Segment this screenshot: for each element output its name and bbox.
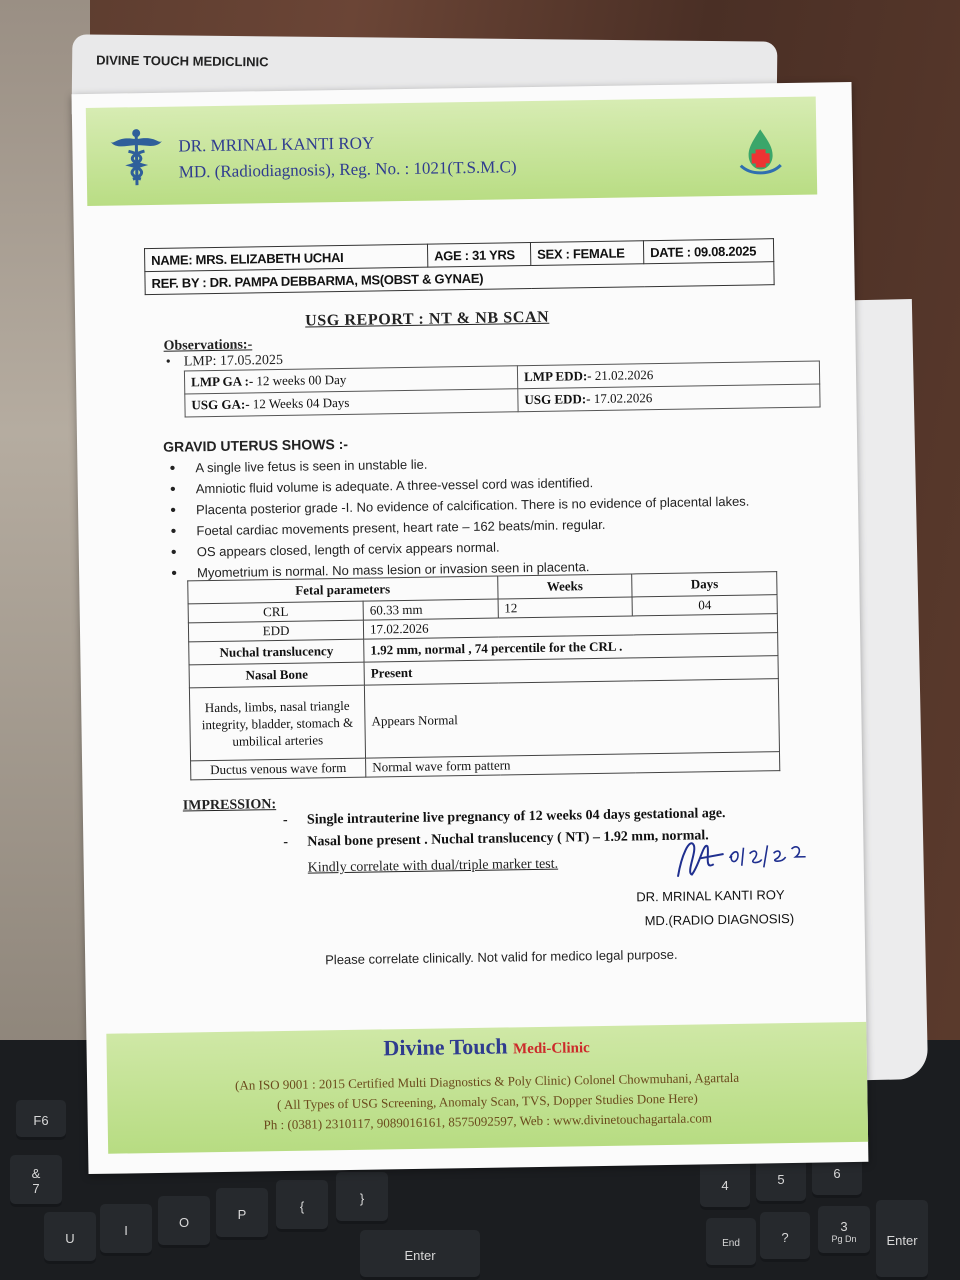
key-u[interactable]: U	[44, 1212, 96, 1264]
usg-ga-cell	[185, 389, 518, 417]
list-item: - Single intrauterine live pregnancy of 12 weeks 04 days gestational age.	[283, 806, 726, 835]
list-item: ● A single live fetus is seen in unstable lie.	[169, 452, 749, 482]
patient-sex: SEX : FEMALE	[530, 241, 643, 266]
key-brace-open[interactable]: {	[276, 1180, 328, 1232]
key-num-3-bottom: Pg Dn	[831, 1233, 857, 1244]
nt-label: Nuchal translucency	[189, 639, 364, 665]
observations-label: Observations:-	[163, 337, 253, 354]
crl-label: CRL	[188, 601, 363, 623]
footer-line-3: Ph : (0381) 2310117, 9089016161, 8575092597, Web : www.divinetouchagartala.com	[263, 1110, 713, 1133]
usg-ga-label: USG GA:-	[191, 396, 250, 413]
report-title: USG REPORT : NT & NB SCAN	[305, 308, 550, 330]
usg-edd-value: 17.02.2026	[590, 390, 653, 407]
footer-brand	[106, 1028, 866, 1066]
key-i[interactable]: I	[100, 1204, 152, 1256]
key-num-3[interactable]	[818, 1206, 870, 1256]
fetal-parameters-table	[187, 571, 780, 780]
crl-days: 04	[632, 595, 777, 616]
lmp-edd-value: 21.02.2026	[591, 367, 654, 384]
key-question[interactable]: ?	[760, 1212, 810, 1262]
key-num-5[interactable]: 5	[756, 1154, 806, 1204]
list-item: ● Amniotic fluid volume is adequate. A three-vessel cord was identified.	[170, 473, 750, 503]
nt-value: 1.92 mm, normal , 74 percentile for the CRL .	[364, 633, 778, 662]
key-7-bottom: 7	[32, 1181, 40, 1196]
key-o[interactable]: O	[158, 1196, 210, 1248]
edd-label: EDD	[188, 620, 363, 642]
doctor-signature	[663, 822, 824, 885]
footer-band	[106, 1022, 868, 1154]
report-date: DATE : 09.08.2025	[643, 239, 773, 264]
ductus-venous-value: Normal wave form pattern	[366, 752, 780, 777]
lmp-edd-label: LMP EDD:-	[523, 368, 592, 385]
hands-limbs-value: Appears Normal	[364, 679, 779, 758]
lmp-date: • LMP: 17.05.2025	[184, 353, 283, 371]
key-enter-numpad[interactable]: Enter	[876, 1200, 928, 1280]
patient-age: AGE : 31 YRS	[427, 243, 530, 268]
gestational-age-table	[184, 360, 821, 417]
footer-brand-name: Divine Touch	[383, 1033, 508, 1061]
footer-line-1: (An ISO 9001 : 2015 Certified Multi Diagnostics & Poly Clinic) Colonel Chowmuhani, Agartala	[234, 1069, 740, 1093]
patient-info-table	[144, 238, 775, 295]
header-days: Days	[632, 572, 777, 597]
doctor-degree: MD. (Radiodiagnosis), Reg. No. : 1021(T.S.M.C)	[178, 157, 517, 182]
list-item: ● Placenta posterior grade -I. No evidence of calcification. There is no evidence of placental lakes.	[170, 494, 750, 524]
crl-value: 60.33 mm	[363, 599, 498, 620]
patient-name: NAME: MRS. ELIZABETH UCHAI	[144, 244, 427, 271]
footer-brand-suffix: Medi-Clinic	[512, 1040, 590, 1058]
list-item: ● Foetal cardiac movements present, heart rate – 162 beats/min. regular.	[170, 515, 750, 545]
key-7-top: &	[31, 1166, 41, 1181]
key-enter-main[interactable]: Enter	[360, 1230, 480, 1280]
key-brace-close[interactable]: }	[336, 1172, 388, 1224]
header-weeks: Weeks	[497, 574, 632, 599]
report-page	[72, 82, 869, 1174]
key-p[interactable]: P	[216, 1188, 268, 1240]
lmp-ga-label: LMP GA :-	[190, 373, 254, 390]
lmp-ga-value: 12 weeks 00 Day	[253, 371, 347, 389]
key-f6[interactable]: F6	[16, 1100, 66, 1140]
usg-ga-value: 12 Weeks 04 Days	[249, 394, 350, 412]
caduceus-icon	[108, 127, 165, 188]
list-item: ● OS appears closed, length of cervix appears normal.	[171, 536, 751, 566]
list-item: ● Myometrium is normal. No mass lesion or invasion seen in placenta.	[171, 557, 751, 587]
usg-edd-cell	[518, 384, 820, 412]
key-num-3-top: 3	[840, 1218, 848, 1234]
ductus-venous-label: Ductus venous wave form	[191, 758, 366, 780]
letterhead	[86, 97, 817, 206]
list-item: - Nasal bone present . Nuchal translucency ( NT) – 1.92 mm, normal.	[283, 828, 726, 857]
doctor-name: DR. MRINAL KANTI ROY	[178, 133, 375, 156]
signatory-name: DR. MRINAL KANTI ROY	[636, 887, 785, 905]
edd-value: 17.02.2026	[363, 614, 777, 639]
footer-line-2: ( All Types of USG Screening, Anomaly Scan, TVS, Dopper Studies Done Here)	[276, 1090, 698, 1113]
nasal-bone-label: Nasal Bone	[189, 662, 364, 688]
referred-by: REF. BY : DR. PAMPA DEBBARMA, MS(OBST & GYNAE)	[145, 262, 774, 295]
key-7[interactable]	[10, 1155, 62, 1207]
nasal-bone-value: Present	[364, 656, 778, 685]
header-fetal-parameters: Fetal parameters	[188, 576, 498, 604]
signatory-degree: MD.(RADIO DIAGNOSIS)	[644, 910, 795, 929]
hands-limbs-label: Hands, limbs, nasal triangle integrity, bladder, stomach & umbilical arteries	[189, 685, 365, 761]
clinic-logo-icon	[734, 125, 787, 178]
marker-test-note: Kindly correlate with dual/triple marker test.	[307, 856, 559, 876]
usg-edd-label: USG EDD:-	[524, 391, 591, 408]
impression-list	[283, 806, 726, 857]
gravid-uterus-heading: GRAVID UTERUS SHOWS :-	[162, 435, 349, 455]
key-num-6[interactable]: 6	[812, 1148, 862, 1198]
key-num-end[interactable]: End	[706, 1218, 756, 1268]
impression-label: IMPRESSION:	[182, 797, 277, 814]
key-num-4[interactable]: 4	[700, 1160, 750, 1210]
disclaimer: Please correlate clinically. Not valid for medico legal purpose.	[325, 946, 678, 968]
crl-weeks: 12	[498, 597, 633, 618]
findings-list	[169, 452, 750, 587]
back-sheet-clinic-name: DIVINE TOUCH MEDICLINIC	[96, 52, 269, 70]
